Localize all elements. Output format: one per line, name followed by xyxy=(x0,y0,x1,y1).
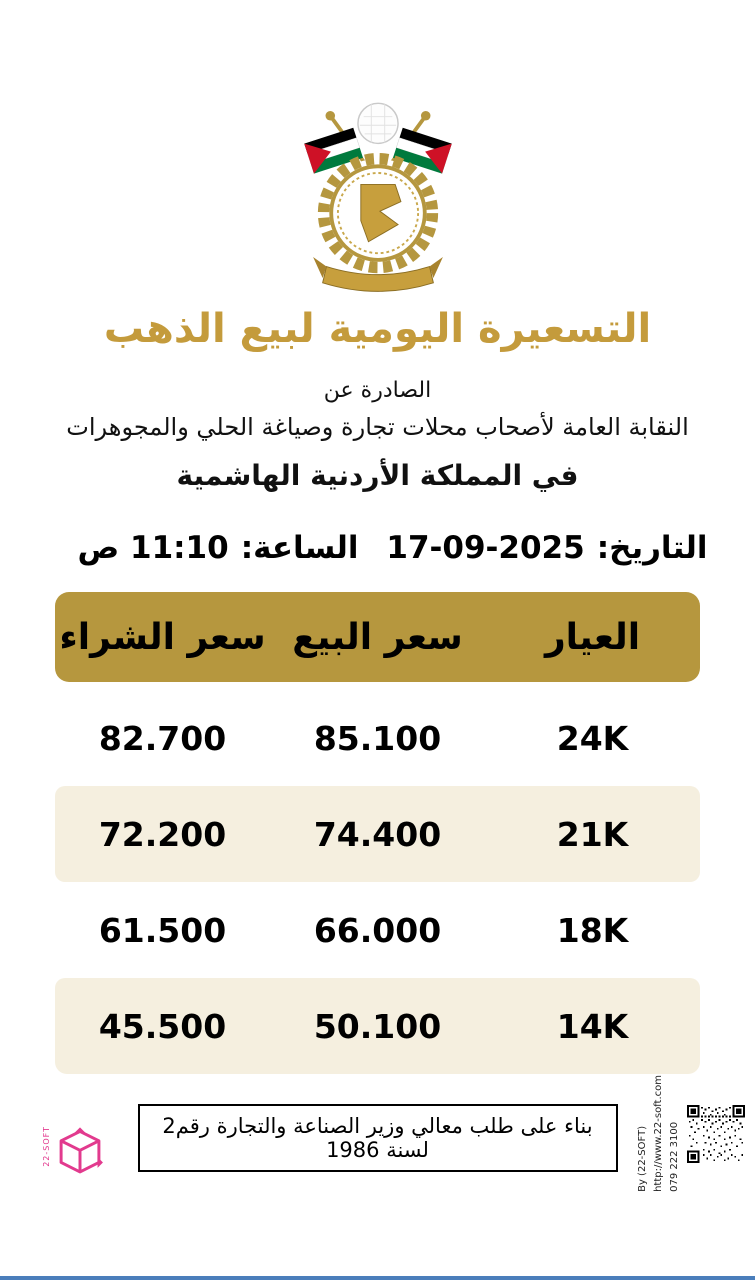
datetime-row xyxy=(38,530,718,566)
karat-cell: 21K xyxy=(556,814,629,854)
credit-phone: 079 222 3100 xyxy=(669,1122,680,1192)
karat-cell: 24K xyxy=(556,718,629,758)
date-value: 17-09-2025 xyxy=(386,530,585,566)
karat-cell: 14K xyxy=(556,1006,629,1046)
table-row xyxy=(55,690,700,786)
time-group xyxy=(78,530,359,566)
sell-price-cell: 74.400 xyxy=(313,814,442,854)
table-row xyxy=(55,882,700,978)
syndicate-emblem xyxy=(273,88,483,300)
syndicate-emblem-icon xyxy=(273,88,483,300)
table-row xyxy=(55,978,700,1074)
sell-price-cell: 50.100 xyxy=(313,1006,442,1046)
time-label: الساعة: xyxy=(240,530,359,566)
karat-cell: 18K xyxy=(556,910,629,950)
table-row xyxy=(55,786,700,882)
buy-price-cell: 45.500 xyxy=(98,1006,227,1046)
buy-price-cell: 72.200 xyxy=(98,814,227,854)
credit-block xyxy=(635,1075,745,1192)
col-header-sell: سعر البيع xyxy=(292,616,463,658)
brand-logo-block xyxy=(42,1126,107,1180)
date-group xyxy=(386,530,707,566)
credit-text xyxy=(635,1075,683,1192)
col-header-karat: العيار xyxy=(544,616,641,658)
date-label: التاريخ: xyxy=(596,530,708,566)
brand-cube-icon xyxy=(53,1126,107,1180)
organization-name: النقابة العامة لأصحاب محلات تجارة وصياغة الحلي والمجوهرات xyxy=(66,413,689,441)
price-table xyxy=(55,592,700,1074)
country-name: في المملكة الأردنية الهاشمية xyxy=(176,459,579,492)
table-header-row xyxy=(55,592,700,682)
table-body xyxy=(55,690,700,1074)
qr-code-icon xyxy=(687,1105,745,1163)
col-header-buy: سعر الشراء xyxy=(59,616,266,658)
sell-price-cell: 66.000 xyxy=(313,910,442,950)
page-title: التسعيرة اليومية لبيع الذهب xyxy=(103,306,652,352)
issued-by-label: الصادرة عن xyxy=(323,378,432,403)
buy-price-cell: 82.700 xyxy=(98,718,227,758)
buy-price-cell: 61.500 xyxy=(98,910,227,950)
bottom-accent-line xyxy=(0,1276,755,1280)
time-value: 11:10 ص xyxy=(77,530,229,566)
credit-url: http://www.22-soft.com xyxy=(653,1075,664,1192)
credit-by: By (22-SOFT) xyxy=(637,1126,648,1192)
sell-price-cell: 85.100 xyxy=(313,718,442,758)
brand-logo-label: 22-SOFT xyxy=(42,1126,51,1167)
legal-note: بناء على طلب معالي وزير الصناعة والتجارة رقم2 لسنة 1986 xyxy=(138,1104,618,1172)
